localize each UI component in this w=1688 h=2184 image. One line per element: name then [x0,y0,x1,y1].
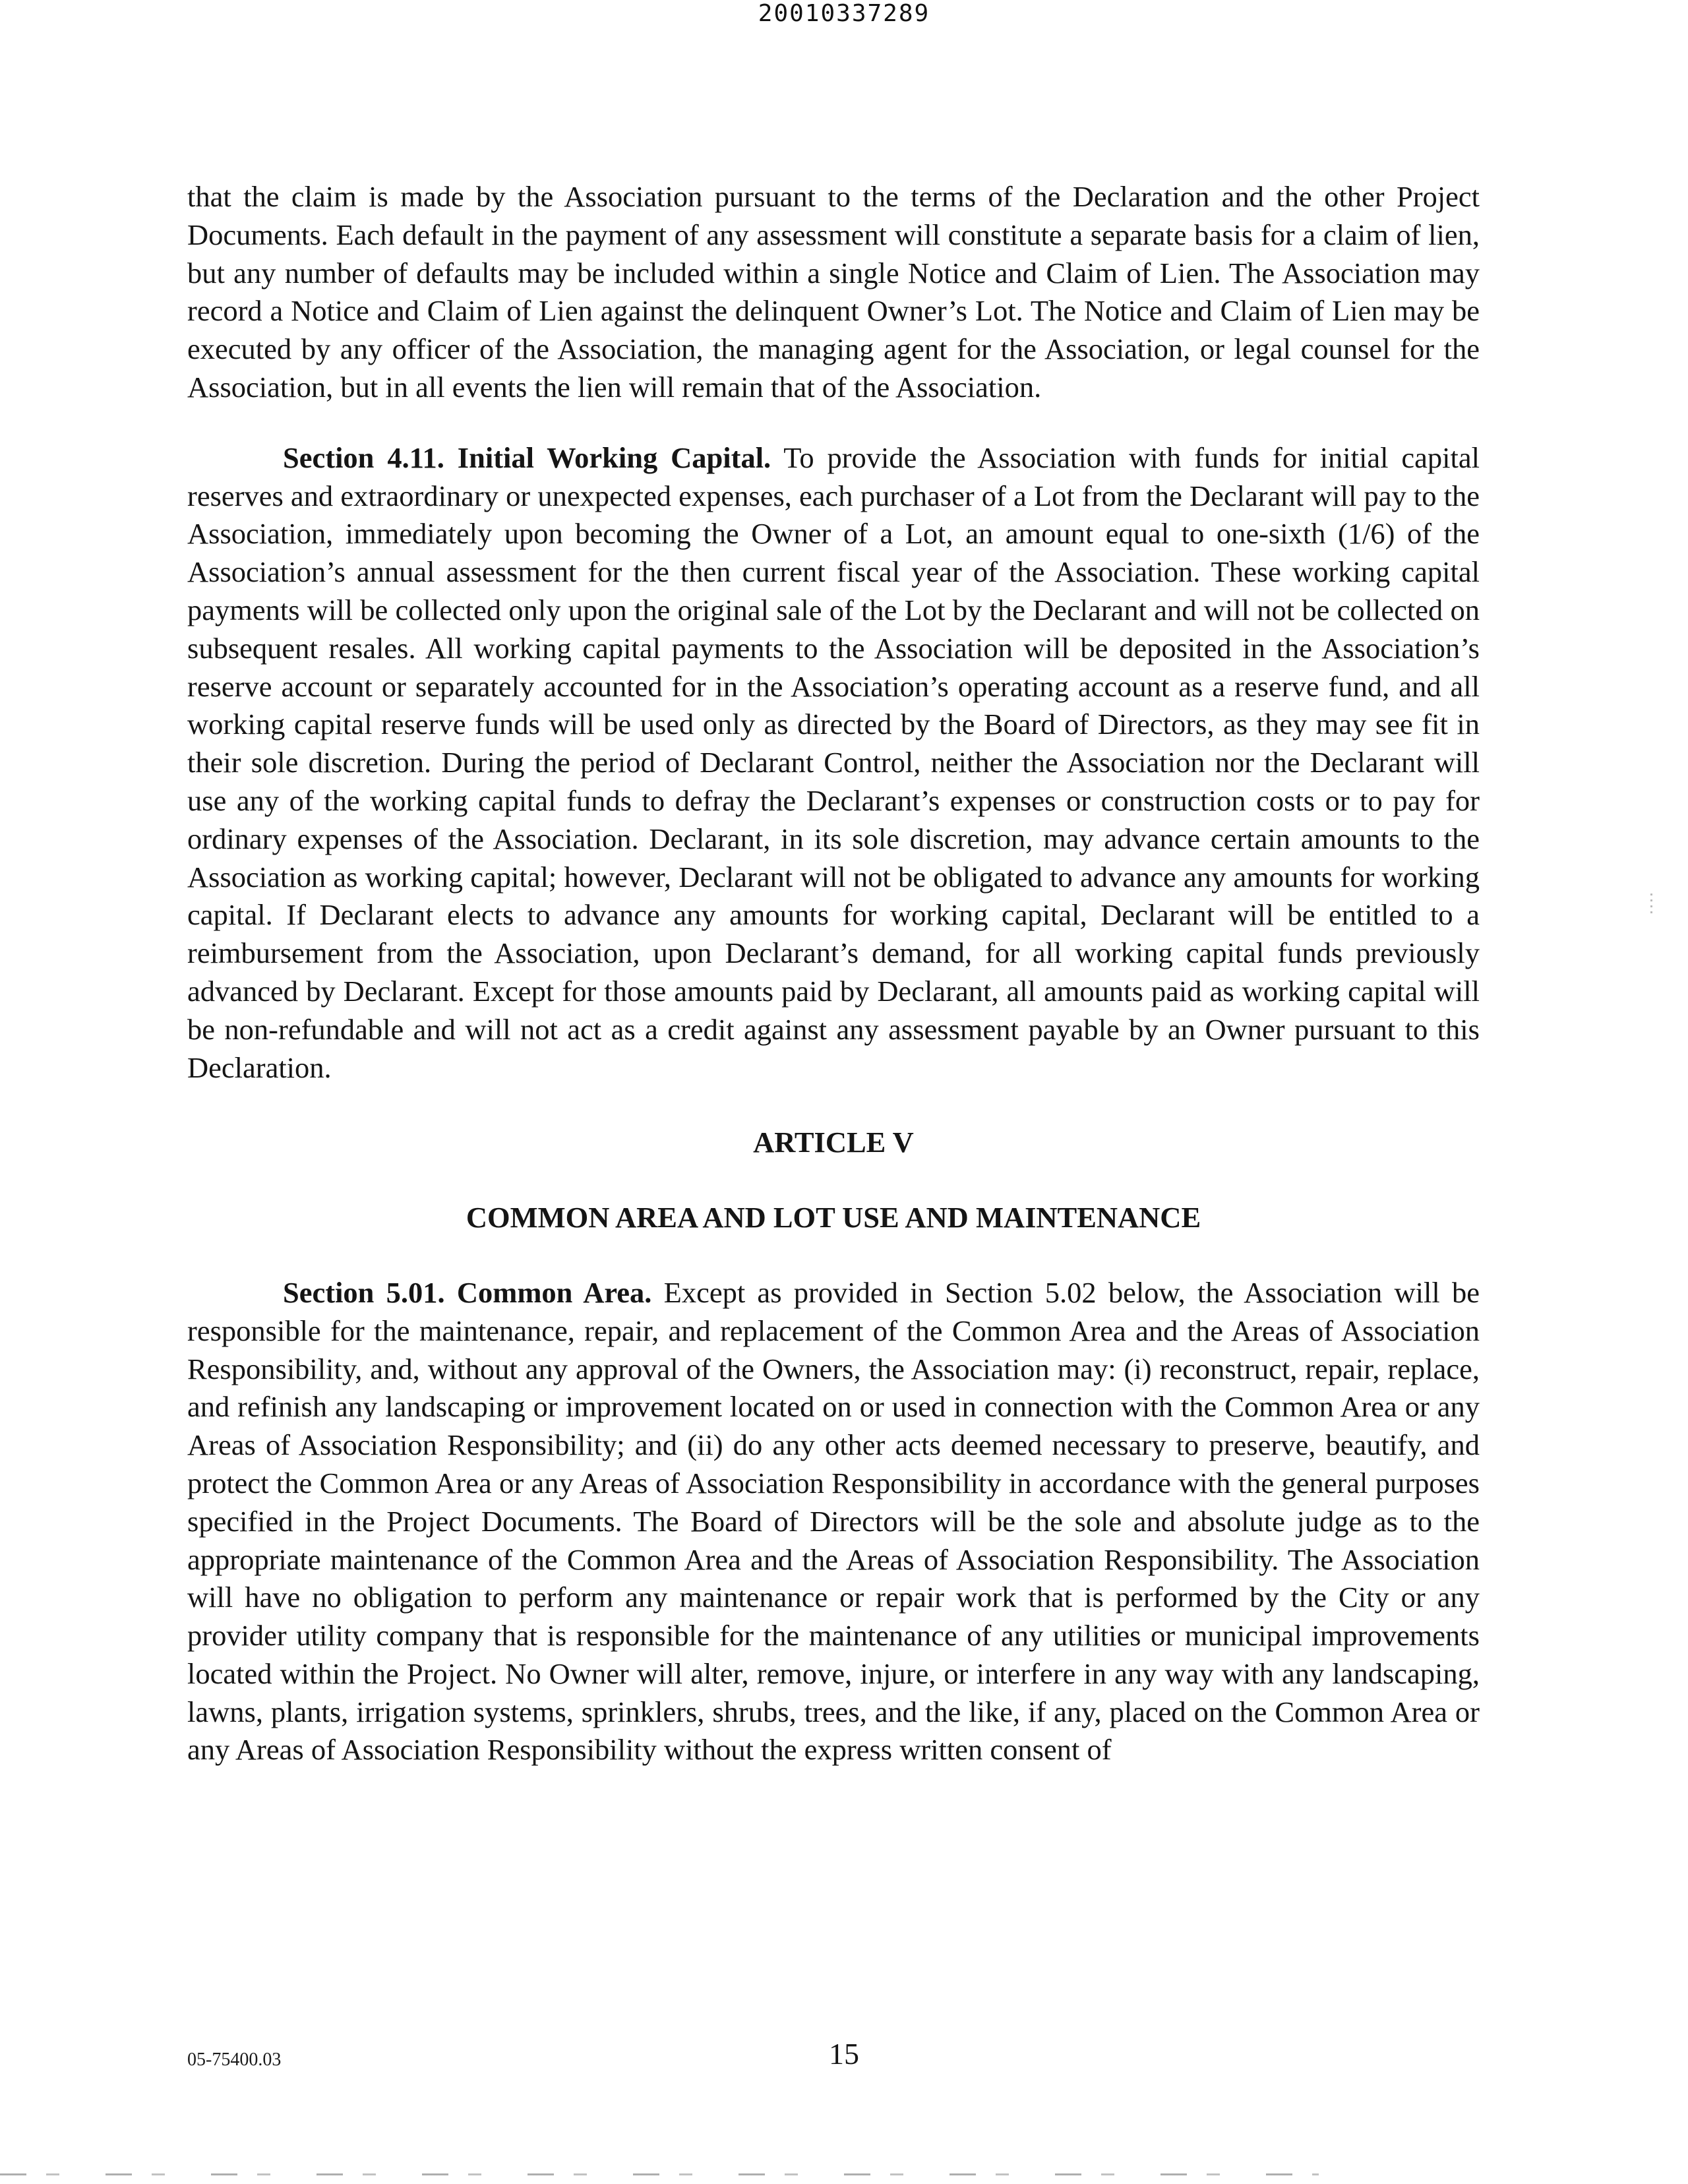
section-4-11-text: To provide the Association with funds for initial capital reserves and extraordinary or unexpected expenses, each purchaser of a Lot from the Declarant will pay to the Association, immediately upon becoming the Owner of a Lot, an amount equal to one-sixth (1/6) of the Association’s annual assessment for the then current fiscal year of the Association. These working capital payments will be collected only upon the original sale of the Lot by the Declarant and will not be collected on subsequent resales. All working capital payments to the Association will be deposited in the Association’s reserve account or separately accounted for in the Association’s operating account as a reserve fund, and all working capital reserve funds will be used only as directed by the Board of Directors, as they may see fit in their sole discretion. During the period of Declarant Control, neither the Association nor the Declarant will use any of the working capital funds to defray the Declarant’s expenses or construction costs or to pay for ordinary expenses of the Association. Declarant, in its sole discretion, may advance certain amounts to the Association as working capital; however, Declarant will not be obligated to advance any amounts for working capital. If Declarant elects to advance any amounts for working capital, Declarant will be entitled to a reimbursement from the Association, upon Declarant’s demand, for all working capital funds previously advanced by Declarant. Except for those amounts paid by Declarant, all amounts paid as working capital will be non-refundable and will not act as a credit against any assessment payable by an Owner pursuant to this Declaration. [187,440,1480,1084]
recording-number: 20010337289 [758,0,930,27]
section-5-01-heading: Section 5.01. Common Area. [283,1275,652,1309]
scan-artifact-line [0,2173,1319,2175]
footer-file-code: 05-75400.03 [187,2049,282,2070]
continued-paragraph: that the claim is made by the Association pursuant to the terms of the Declaration and the other Project Documents. Each default in the payment of any assessment will constitute a separate basis for a claim of lien, but any number of defaults may be included within a single Notice and Claim of Lien. The Association may record a Notice and Claim of Lien against the delinquent Owner’s Lot. The Notice and Claim of Lien may be executed by any officer of the Association, the managing agent for the Association, or legal counsel for the Association, but in all events the lien will remain that of the Association. [187,180,1480,404]
section-4-11-paragraph [187,439,1480,1087]
section-4-11-heading: Section 4.11. Initial Working Capital. [283,440,771,474]
document-body [187,178,1480,1769]
section-5-01-text: Except as provided in Section 5.02 below, the Association will be responsible for the maintenance, repair, and replacement of the Common Area and the Areas of Association Responsibility, and, without any approval of the Owners, the Association may: (i) reconstruct, repair, replace, and refinish any landscaping or improvement located on or used in connection with the Common Area or any Areas of Association Responsibility; and (ii) do any other acts deemed necessary to preserve, beautify, and protect the Common Area or any Areas of Association Responsibility in accordance with the general purposes specified in the Project Documents. The Board of Directors will be the sole and absolute judge as to the appropriate maintenance of the Common Area and the Areas of Association Responsibility. The Association will have no obligation to perform any maintenance or repair work that is performed by the City or any provider utility company that is responsible for the maintenance of any utilities or municipal improvements located within the Project. No Owner will alter, remove, injure, or interfere in any way with any landscaping, lawns, plants, irrigation systems, sprinklers, shrubs, trees, and the like, if any, placed on the Common Area or any Areas of Association Responsibility without the express written consent of [187,1275,1480,1767]
article-heading: ARTICLE V [753,1126,914,1159]
article-title: COMMON AREA AND LOT USE AND MAINTENANCE [466,1201,1201,1234]
scan-margin-mark [1650,894,1652,913]
page-number: 15 [829,2037,859,2071]
section-5-01-paragraph [187,1274,1480,1769]
